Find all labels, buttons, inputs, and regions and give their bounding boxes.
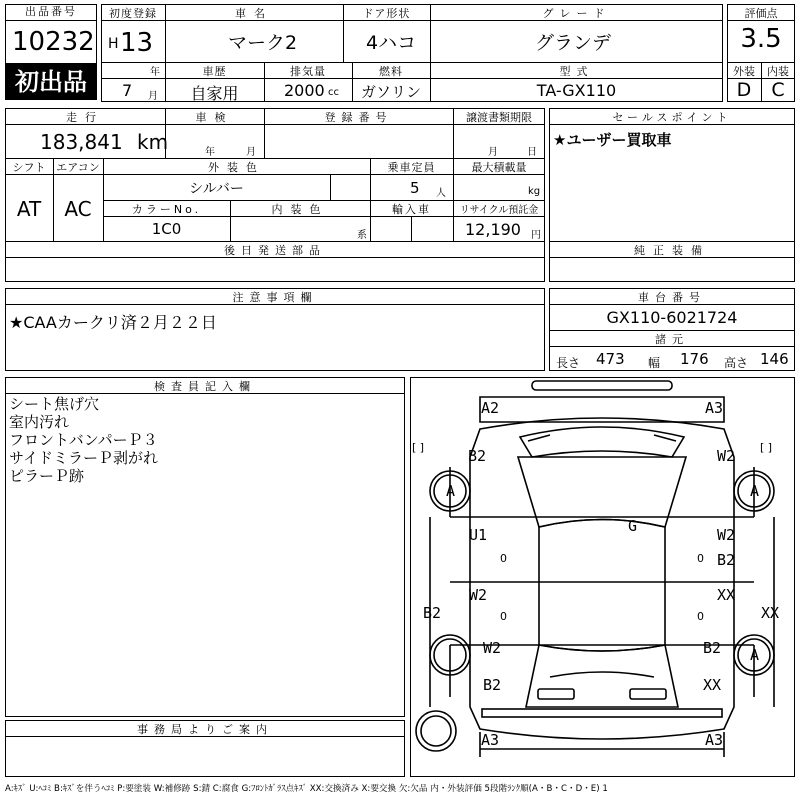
reg-year: 13 <box>120 28 154 58</box>
damage-mark: B2 <box>483 676 502 694</box>
color-number: 1C0 <box>151 220 182 238</box>
sales-point-text: ★ユーザー買取車 <box>553 131 672 149</box>
notes-label: 注意事項欄 <box>232 291 318 304</box>
zero-mark: 0 <box>500 610 507 623</box>
specs-label: 諸元 <box>655 333 689 346</box>
interior-grade: C <box>771 79 785 101</box>
inspector-line: ピラーＰ跡 <box>9 467 85 485</box>
sales-point-label: セールスポイント <box>612 111 732 124</box>
right-bracket: [ ] <box>760 441 773 454</box>
first-registration-label: 初度登録 <box>109 7 157 20</box>
year-unit: 年 <box>150 67 160 78</box>
transfer-deadline-label: 譲渡書類期限 <box>466 111 532 124</box>
exterior-label: 外装 <box>733 65 755 78</box>
displacement: 2000 <box>284 81 325 100</box>
damage-mark: B2 <box>703 639 722 657</box>
door-type: 4ハコ <box>366 32 417 54</box>
lot-number-box <box>5 4 97 64</box>
fuel-label: 燃料 <box>379 65 403 78</box>
width-label: 幅 <box>648 356 661 370</box>
damage-mark: XX <box>703 676 722 694</box>
zero-mark: 0 <box>500 552 507 565</box>
inspector-line: 室内汚れ <box>9 413 70 431</box>
model-label: 型式 <box>559 65 594 78</box>
car-outline-diagram <box>410 377 795 777</box>
reg-month: 7 <box>122 81 133 100</box>
history: 自家用 <box>190 84 239 103</box>
registration-number-label: 登録番号 <box>324 111 393 124</box>
aircon: AC <box>64 197 92 221</box>
seats-unit: 人 <box>436 188 446 199</box>
inspection-label: 車検 <box>195 111 234 124</box>
damage-mark: W2 <box>717 526 736 544</box>
legend-footer: A:ｷｽﾞ U:ﾍｺﾐ B:ｷｽﾞを伴うﾍｺﾐ P:要塗装 W:補修跡 S:錆 C:腐食 G:ﾌﾛﾝﾄｶﾞﾗｽ点ｷｽﾞ XX:交換済み X:要交換 欠:欠品 内・外装評価 5段階ﾗﾝｸ順(A・B・C・D・E) 1 <box>5 784 608 794</box>
damage-mark: W2 <box>469 586 488 604</box>
exterior-grade: D <box>736 79 752 101</box>
inspector-line: サイドミラーＰ剥がれ <box>9 449 158 467</box>
color-number-label: カラーNo. <box>131 203 202 216</box>
grade: グランデ <box>535 32 612 54</box>
interior-label: 内装 <box>767 65 789 78</box>
genuine-equipment-label: 純正装備 <box>634 244 710 257</box>
damage-mark: B2 <box>468 447 487 465</box>
inspector-label: 検査員記入欄 <box>154 380 256 393</box>
damage-mark: U1 <box>469 526 488 544</box>
chassis-number-label: 車台番号 <box>638 291 706 304</box>
max-load-unit: kg <box>528 186 541 197</box>
mileage-unit: km <box>137 130 169 154</box>
damage-mark: A2 <box>481 399 500 417</box>
month-unit: 月 <box>148 91 158 102</box>
later-parts-label: 後日発送部品 <box>224 244 326 257</box>
mileage-label: 走行 <box>66 111 104 124</box>
fuel: ガソリン <box>360 83 421 101</box>
inspector-line: フロントバンパーＰ３ <box>9 431 158 449</box>
first-listing-badge: 初出品 <box>5 64 97 100</box>
office-notice-label: 事務局よりご案内 <box>137 723 273 736</box>
lot-number-label: 出品番号 <box>6 5 96 21</box>
shift: AT <box>16 197 42 221</box>
mileage: 183,841 <box>40 130 123 154</box>
recycle-label: リサイクル預託金 <box>459 205 539 216</box>
lot-number: 10232 <box>12 27 95 57</box>
shift-label: シフト <box>12 161 46 174</box>
inspection-month-unit: 月 <box>246 147 256 158</box>
displacement-unit: cc <box>328 87 339 98</box>
transfer-month-unit: 月 <box>488 147 498 158</box>
score: 3.5 <box>740 24 782 54</box>
height: 146 <box>760 350 789 368</box>
zero-mark: 0 <box>697 610 704 623</box>
chassis-number: GX110-6021724 <box>606 308 738 327</box>
era: H <box>108 36 119 52</box>
notes-text: ★CAAカークリ済２月２２日 <box>9 313 217 332</box>
exterior-color-label: 外装色 <box>208 161 265 174</box>
recycle-fee: 12,190 <box>465 220 521 239</box>
damage-mark: XX <box>717 586 736 604</box>
width: 176 <box>680 350 709 368</box>
damage-mark: XX <box>761 604 780 622</box>
length-label: 長さ <box>556 356 581 370</box>
height-label: 高さ <box>724 356 749 370</box>
damage-mark: B2 <box>423 604 442 622</box>
displacement-label: 排気量 <box>290 65 326 78</box>
model: TA-GX110 <box>536 81 617 100</box>
damage-mark: A <box>750 482 760 500</box>
damage-mark: W2 <box>483 639 502 657</box>
seats: 5 <box>410 179 420 197</box>
recycle-unit: 円 <box>531 230 541 241</box>
aircon-label: エアコン <box>56 161 100 174</box>
score-label: 評価点 <box>744 7 778 20</box>
inspection-year-unit: 年 <box>205 147 215 158</box>
door-type-label: ドア形状 <box>362 7 411 20</box>
damage-mark: W2 <box>717 447 736 465</box>
damage-mark: G <box>628 517 638 535</box>
zero-mark: 0 <box>697 552 704 565</box>
damage-mark: A <box>446 482 456 500</box>
damage-mark: A3 <box>481 731 500 749</box>
seats-label: 乗車定員 <box>387 161 436 174</box>
history-label: 車歴 <box>202 65 227 78</box>
transfer-day-unit: 日 <box>527 147 537 158</box>
import-label: 輸入車 <box>392 203 431 216</box>
damage-mark: A3 <box>705 399 724 417</box>
car-name-label: 車名 <box>235 7 273 20</box>
damage-mark: A3 <box>705 731 724 749</box>
exterior-color: シルバー <box>189 181 244 197</box>
damage-mark: A <box>750 646 760 664</box>
damage-mark: B2 <box>717 551 736 569</box>
car-name: マーク2 <box>228 32 298 54</box>
length: 473 <box>596 350 625 368</box>
max-load-label: 最大積載量 <box>471 161 527 174</box>
interior-color-unit: 系 <box>357 230 367 241</box>
left-bracket: [ ] <box>412 441 425 454</box>
inspector-line: シート焦げ穴 <box>9 395 100 413</box>
grade-label: グレード <box>542 7 611 20</box>
interior-color-label: 内装色 <box>271 203 329 216</box>
